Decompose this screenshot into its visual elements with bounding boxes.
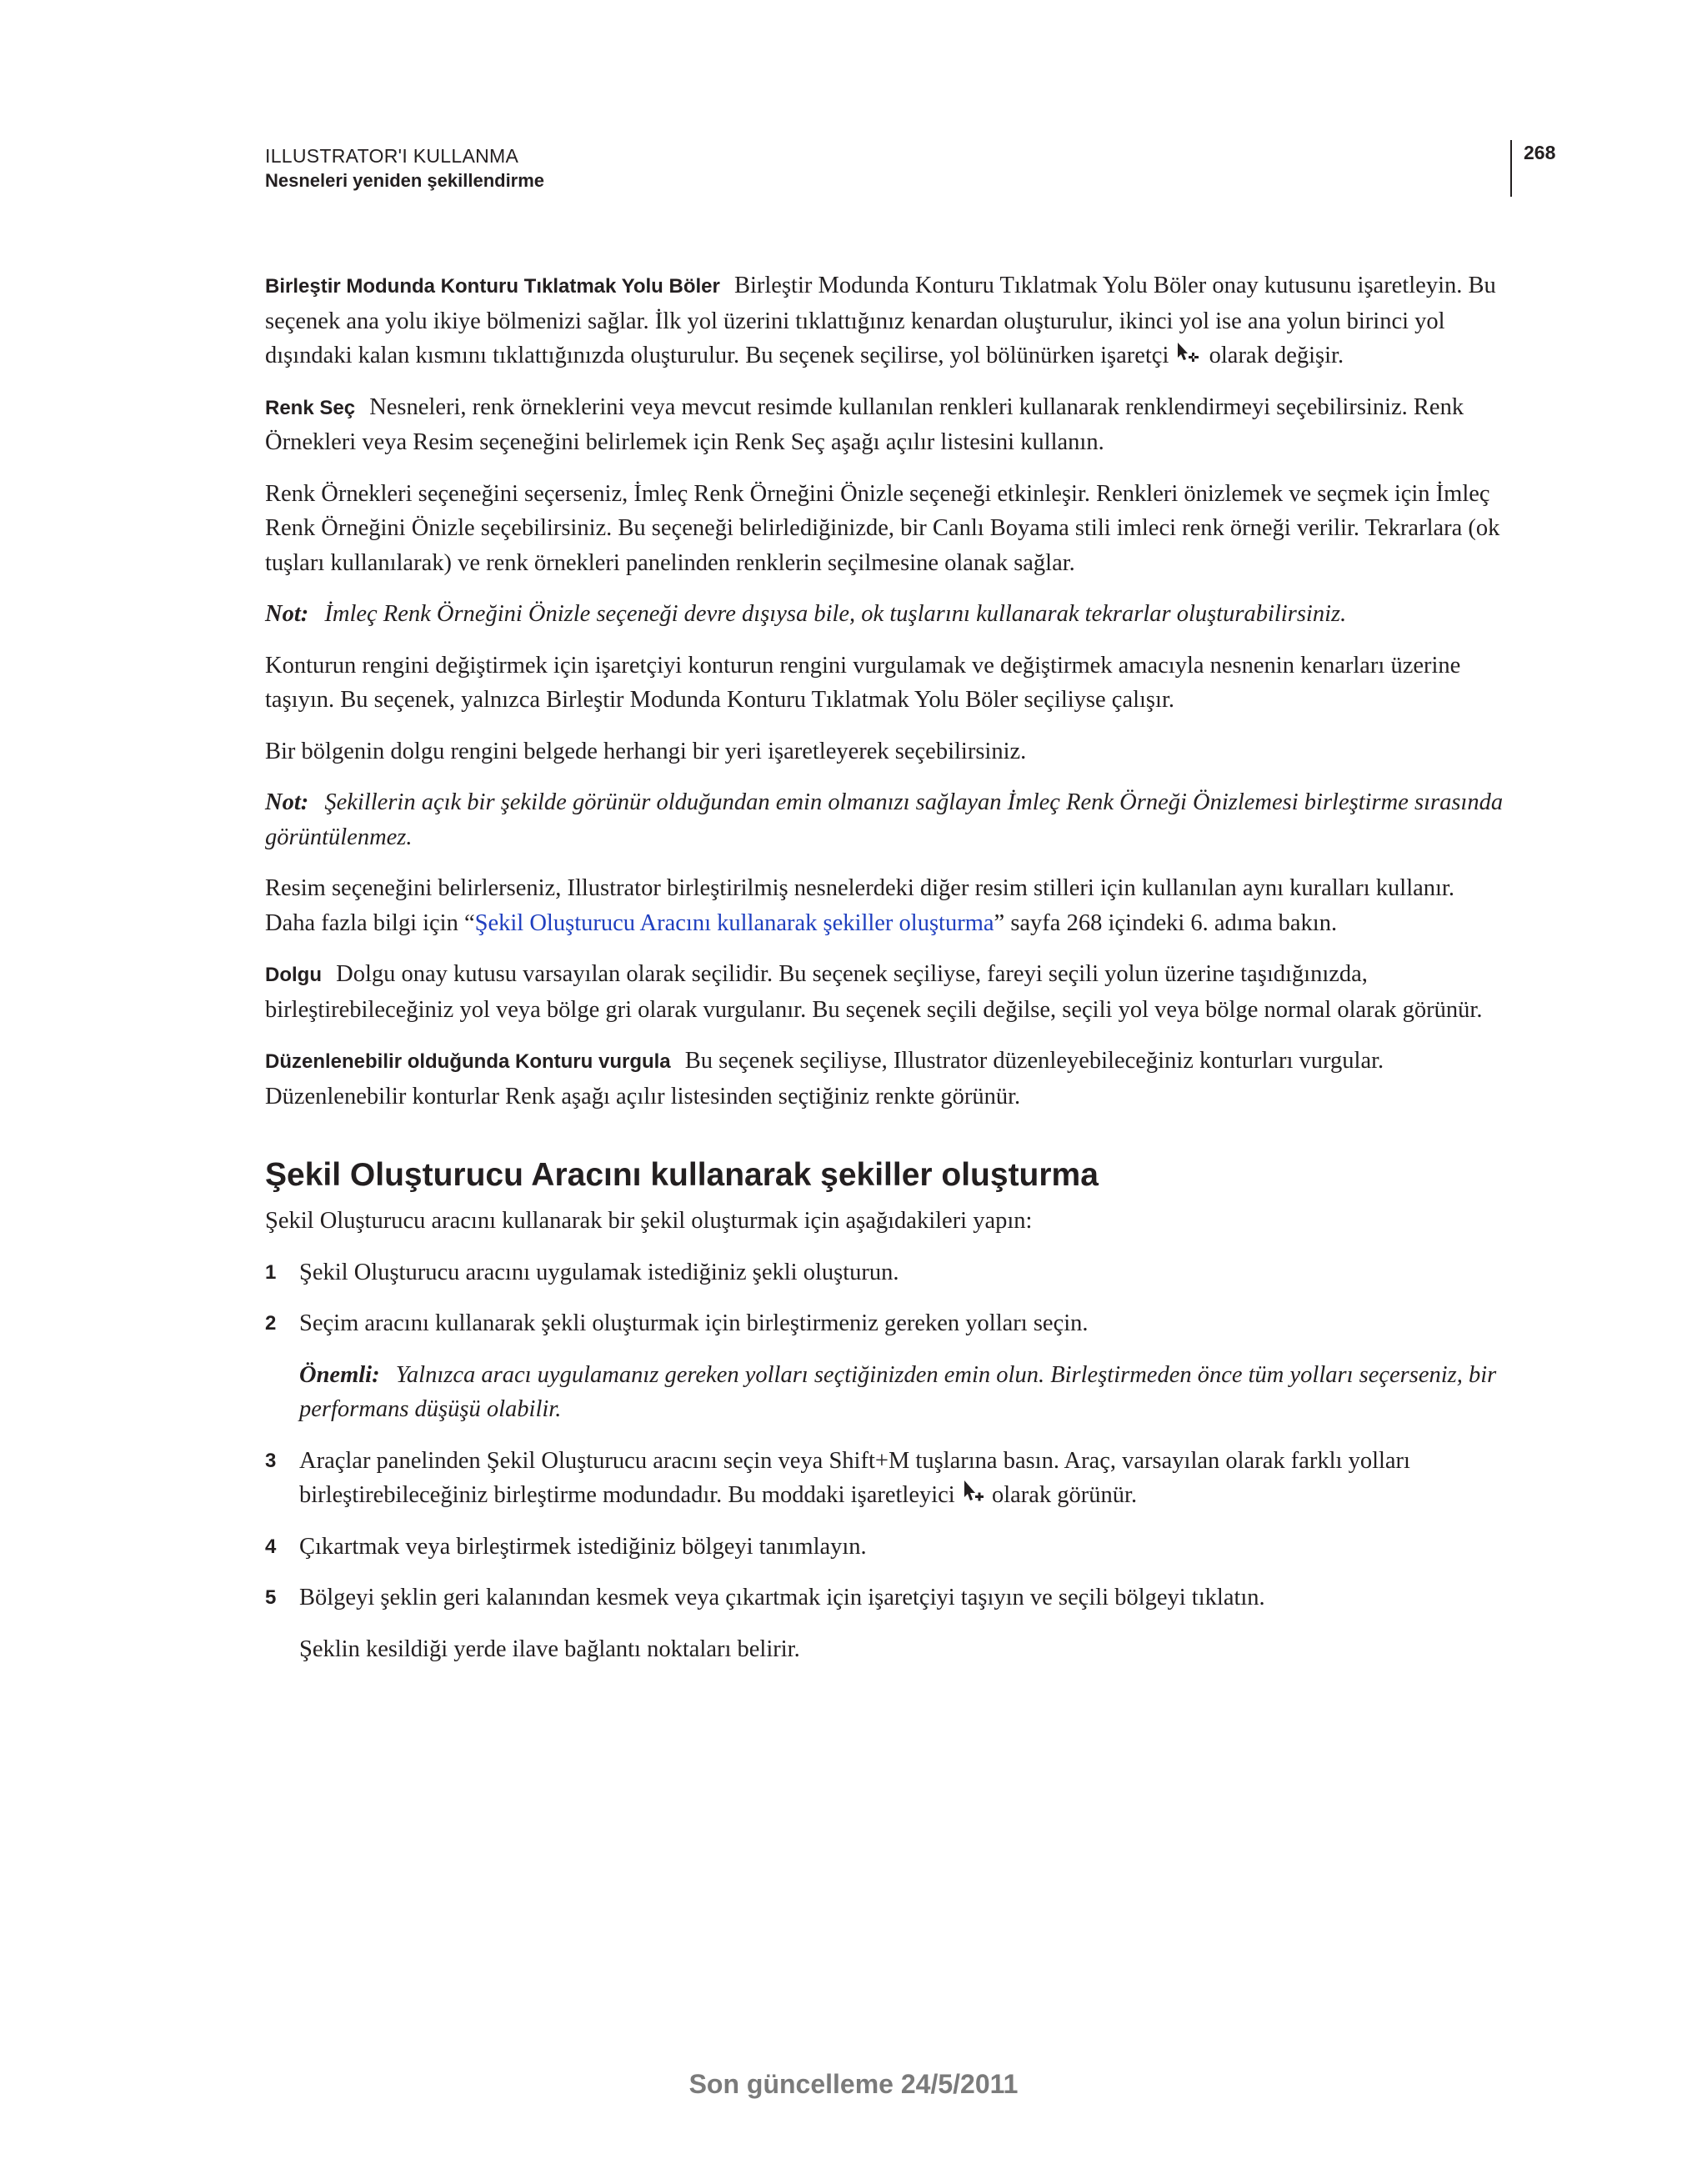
section-heading: Şekil Oluşturucu Aracını kullanarak şekiller oluşturma <box>265 1157 1099 1193</box>
header-title: ILLUSTRATOR'I KULLANMA <box>265 145 519 167</box>
term-split-path: Birleştir Modunda Konturu Tıklatmak Yolu Böler <box>265 275 720 298</box>
important-label: Önemli: <box>299 1361 380 1388</box>
paragraph-text: Bu seçenek seçiliyse, Illustrator düzenleyebileceğiniz konturları vurgular. Düzenlenebilir konturlar Renk aşağı açılır listesinden seçtiğiniz renkte görünür. <box>265 1048 1384 1110</box>
note-preview <box>265 785 1507 854</box>
step-5 <box>265 1580 1507 1615</box>
term-highlight-stroke: Düzenlenebilir olduğunda Konturu vurgula <box>265 1050 671 1073</box>
note-text: İmleç Renk Örneğini Önizle seçeneği devre dışıysa bile, ok tuşlarını kullanarak tekrarlar oluşturabilirsiniz. <box>324 601 1347 627</box>
step-2 <box>265 1306 1507 1341</box>
note-label: Not: <box>265 789 309 815</box>
step-3 <box>265 1444 1507 1513</box>
important-note <box>265 1358 1507 1427</box>
footer-last-updated: Son güncelleme 24/5/2011 <box>688 2069 1019 2099</box>
step-text: Araçlar panelinden Şekil Oluşturucu aracını seçin veya Shift+M tuşlarına basın. Araç, varsayılan olarak farklı yolları birleştirebileceğiniz birleştirme modundadır. Bu moddaki işaretleyici <box>299 1447 1410 1508</box>
step-5-continuation: Şeklin kesildiği yerde ilave bağlantı noktaları belirir. <box>299 1635 800 1662</box>
header-divider <box>1510 140 1512 197</box>
step-text: Şekil Oluşturucu aracını uygulamak istediğiniz şekli oluşturun. <box>299 1259 899 1285</box>
paragraph-text-end: ” sayfa 268 içindeki 6. adıma bakın. <box>994 909 1338 936</box>
paragraph-text: Dolgu onay kutusu varsayılan olarak seçilidir. Bu seçenek seçiliyse, fareyi seçili yolun üzerine taşıdığınızda, birleştirebileceğiniz yol veya bölge gri olarak vurgulanır. Bu seçenek seçili değilse, seçili yol veya bölge normal olarak görünür. <box>265 961 1483 1023</box>
term-color-pick: Renk Seç <box>265 396 356 419</box>
paragraph-highlight-stroke <box>265 1044 1507 1114</box>
term-fill: Dolgu <box>265 964 322 986</box>
step-text: Çıkartmak veya birleştirmek istediğiniz bölgeyi tanımlayın. <box>299 1533 867 1560</box>
step-number: 2 <box>265 1312 277 1335</box>
step-text: Seçim aracını kullanarak şekli oluşturmak için birleştirmeniz gereken yolları seçin. <box>299 1310 1089 1336</box>
step-number: 5 <box>265 1586 277 1609</box>
step-text-end: olarak görünür. <box>991 1482 1138 1508</box>
step-text: Bölgeyi şeklin geri kalanından kesmek veya çıkartmak için işaretçiyi taşıyın ve seçili bölgeyi tıklatın. <box>299 1585 1265 1610</box>
note-text: Şekillerin açık bir şekilde görünür olduğundan emin olmanızı sağlayan İmleç Renk Örneği Önizlemesi birleştirme sırasında görüntülenmez. <box>265 789 1504 850</box>
paragraph-text: Birleştir Modunda Konturu Tıklatmak Yolu Böler onay kutusunu işaretleyin. Bu seçenek ana yolu ikiye bölmenizi sağlar. İlk yol üzerini tıklattığınız kenardan oluşturulur, ikinci yol ise ana yolun birinci yol dışındaki kalan kısmını tıklattığınızda oluşturulur. Bu seçenek seçilirse, yol bölünürken işaretçi <box>265 273 1496 368</box>
paragraph-text-end: olarak değişir. <box>1209 343 1344 368</box>
step-4 <box>265 1530 1507 1565</box>
paragraph-fill-color: Bir bölgenin dolgu rengini belgede herhangi bir yeri işaretleyerek seçebilirsiniz. <box>265 738 1027 764</box>
cross-reference-link[interactable]: Şekil Oluşturucu Aracını kullanarak şekiller oluşturma <box>474 909 994 936</box>
section-intro: Şekil Oluşturucu aracını kullanarak bir şekil oluşturmak için aşağıdakileri yapın: <box>265 1208 1033 1234</box>
paragraph-stroke-color: Konturun rengini değiştirmek için işaretçiyi konturun rengini vurgulamak ve değiştirmek amacıyla nesnenin kenarları üzerine taşıyın. Bu seçenek, yalnızca Birleştir Modunda Konturu Tıklatmak Yolu Böler seçiliyse çalışır. <box>265 652 1461 713</box>
document-body <box>265 268 1507 1683</box>
paragraph-artwork <box>265 871 1507 940</box>
paragraph-swatches: Renk Örnekleri seçeneğini seçerseniz, İmleç Renk Örneğini Önizle seçeneği etkinleşir. Renkleri önizlemek ve seçmek için İmleç Renk Örneğini Önizle seçebilirsiniz. Bu seçeneği belirlediğinizde, bir Canlı Boyama stili imleci renk örneği verilir. Tekrarlara (ok tuşları kullanılarak) ve renk örnekleri panelinden renklerin seçilmesine olanak sağlar. <box>265 480 1500 576</box>
page-number: 268 <box>1524 142 1556 163</box>
merge-cursor-icon <box>961 1479 986 1505</box>
step-1 <box>265 1255 1507 1290</box>
paragraph-split-path <box>265 268 1507 373</box>
step-number: 3 <box>265 1449 277 1472</box>
running-header <box>265 143 1515 193</box>
split-cursor-icon <box>1175 341 1204 366</box>
paragraph-text: Resim seçeneğini belirlerseniz, Illustrator birleştirilmiş nesnelerdeki diğer resim stilleri için kullanılan aynı kuralları kullanır. Daha fazla bilgi için “ <box>265 875 1454 936</box>
note-arrow-keys <box>265 597 1507 632</box>
paragraph-fill <box>265 957 1507 1027</box>
important-text: Yalnızca aracı uygulamanız gereken yolları seçtiğinizden emin olun. Birleştirmeden önce tüm yolları seçerseniz, bir performans düşüşü olabilir. <box>299 1361 1497 1422</box>
header-subtitle: Nesneleri yeniden şekillendirme <box>265 170 545 191</box>
step-number: 4 <box>265 1535 277 1558</box>
note-label: Not: <box>265 601 309 627</box>
step-number: 1 <box>265 1260 277 1284</box>
paragraph-color-pick <box>265 390 1507 460</box>
paragraph-text: Nesneleri, renk örneklerini veya mevcut resimde kullanılan renkleri kullanarak renklendirmeyi seçebilirsiniz. Renk Örnekleri veya Resim seçeneğini belirlemek için Renk Seç aşağı açılır listesini kullanın. <box>265 393 1464 455</box>
